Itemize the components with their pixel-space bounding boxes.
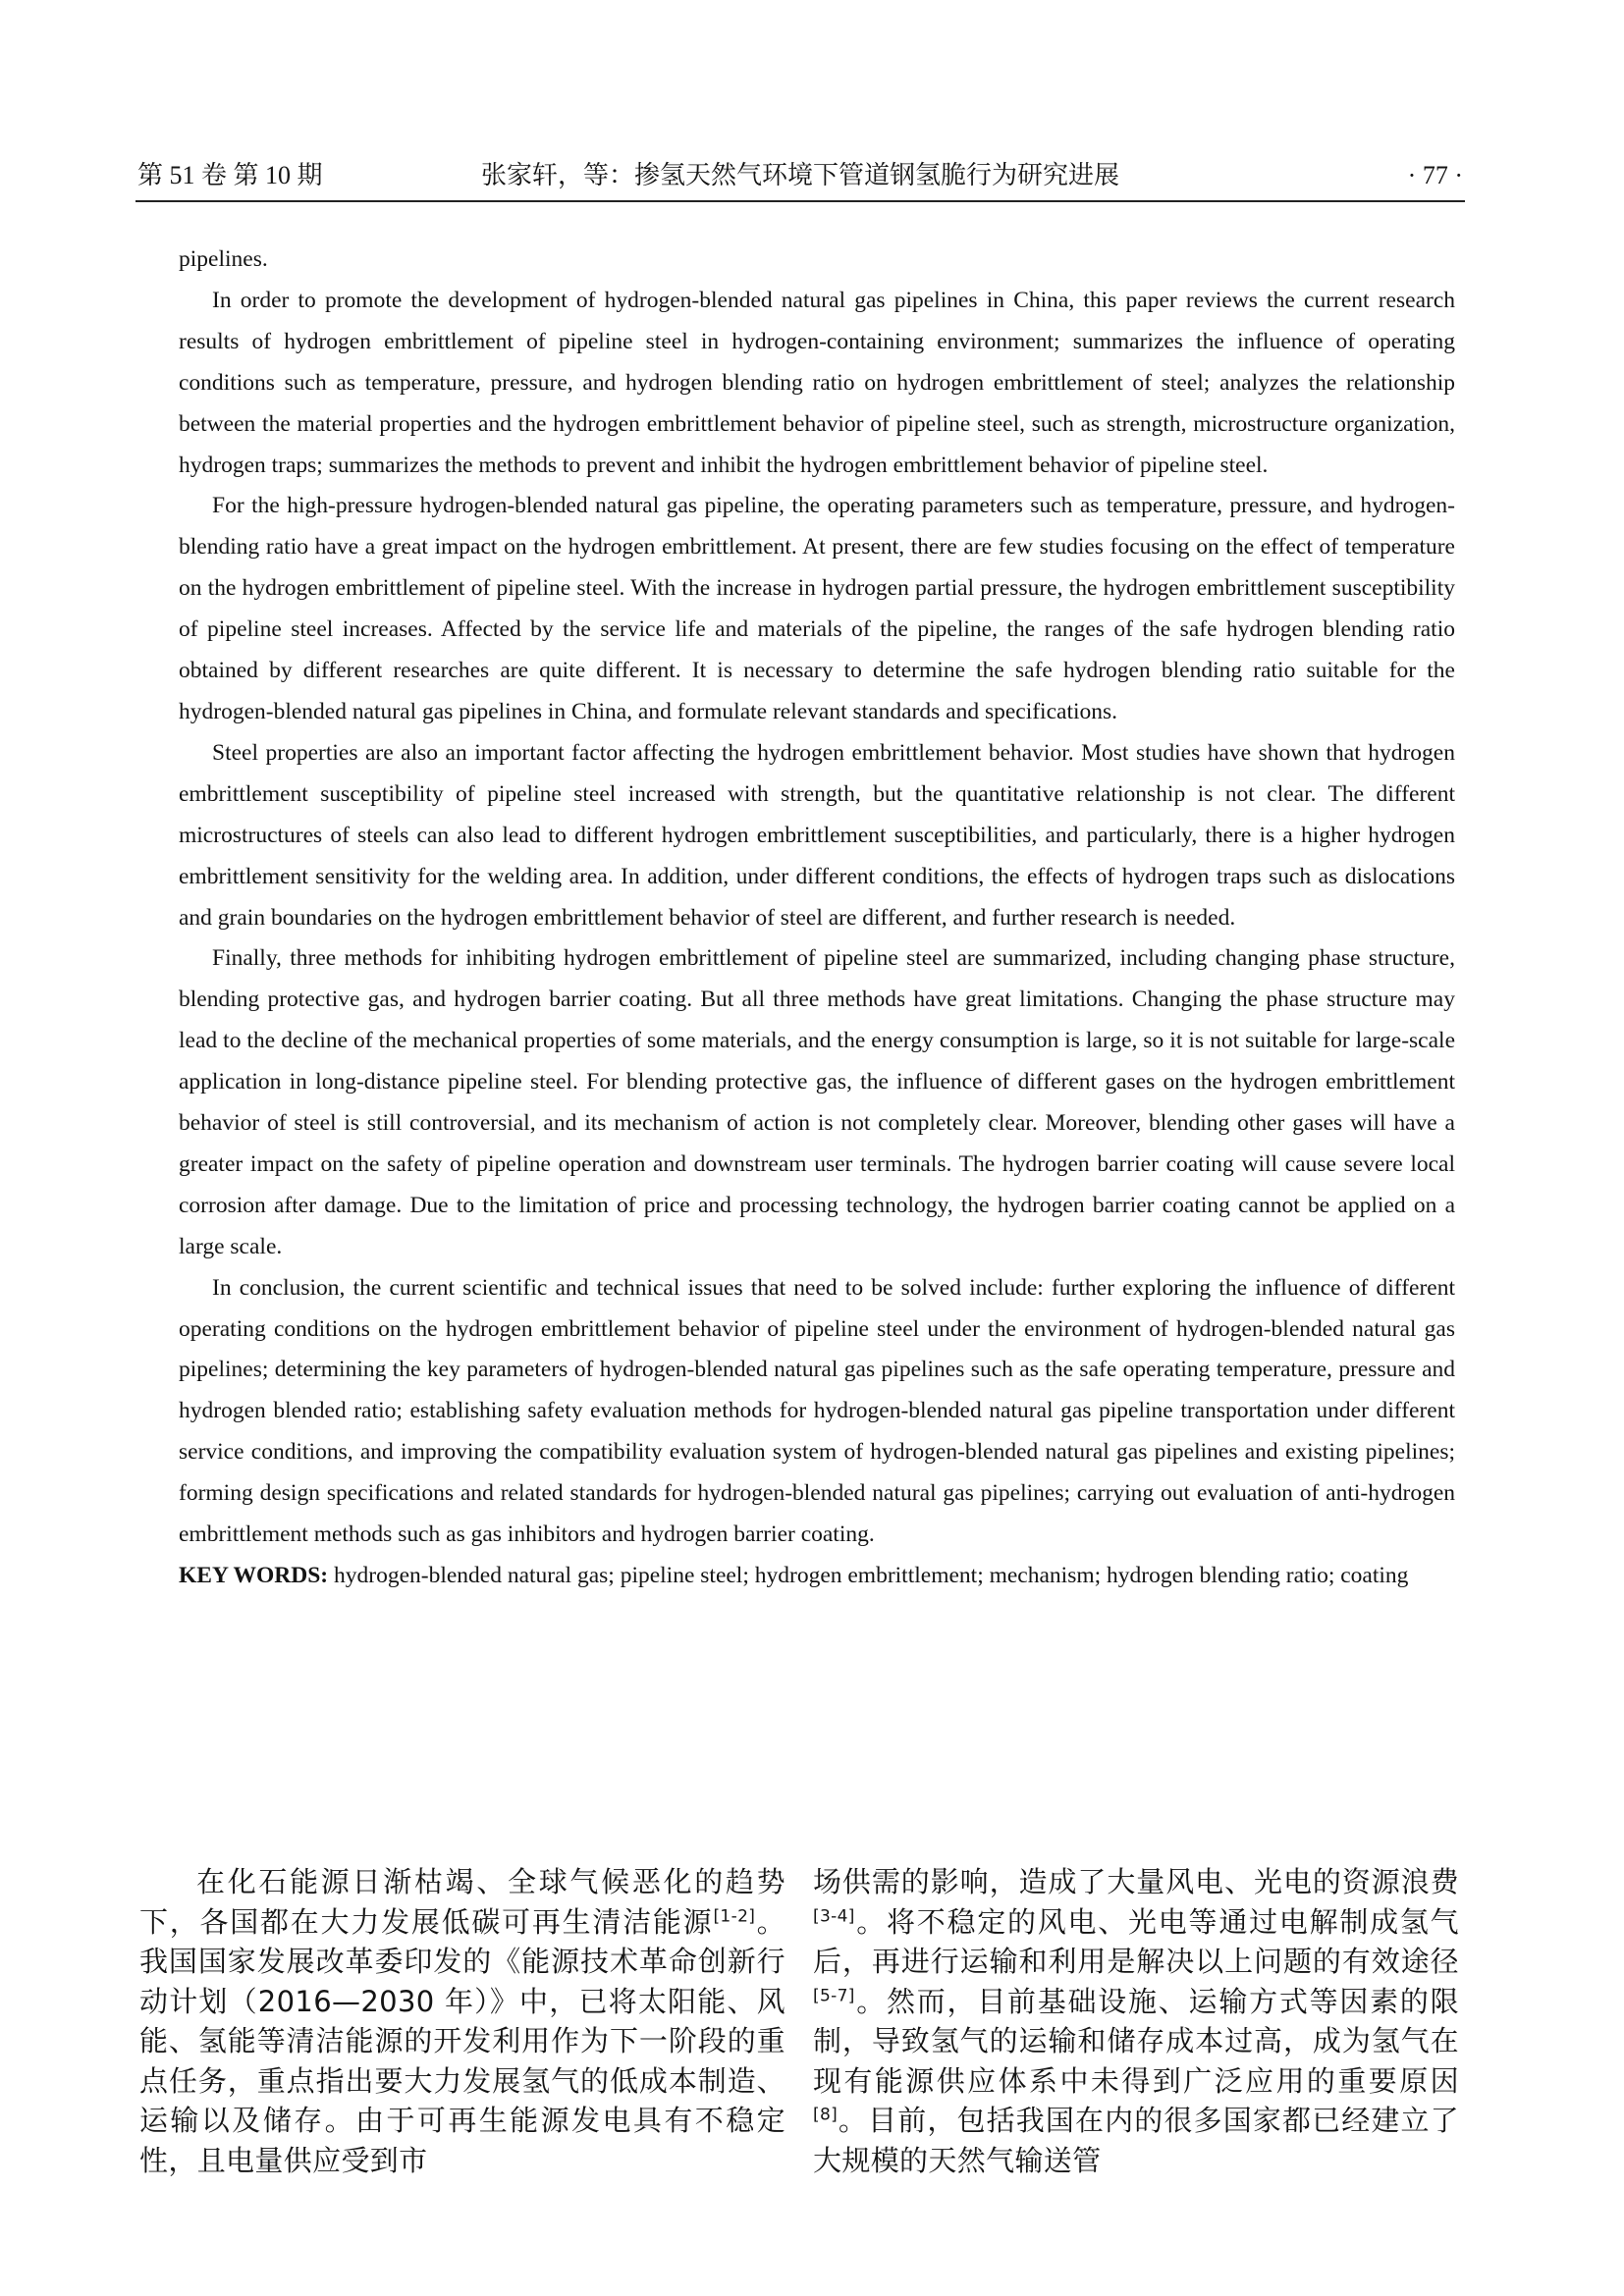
abstract-paragraph-0: pipelines. bbox=[179, 246, 268, 272]
page-number: · 77 · bbox=[1407, 161, 1463, 189]
english-abstract bbox=[179, 240, 1455, 1597]
body-text-segment: 。将不稳定的风电、光电等通过电解制成氢气后，再进行运输和利用是解决以上问题的有效途径 bbox=[813, 1904, 1459, 1978]
body-column-right bbox=[813, 1862, 1459, 2180]
body-text-segment: 。目前，包括我国在内的很多国家都已经建立了大规模的天然气输送管 bbox=[813, 2104, 1459, 2177]
body-column-left bbox=[139, 1862, 785, 2180]
running-header bbox=[135, 157, 1465, 202]
body-text-segment: 在化石能源日渐枯竭、全球气候恶化的趋势下，各国都在大力发展低碳可再生清洁能源 bbox=[139, 1865, 785, 1939]
abstract-paragraph-1: In order to promote the development of hydrogen-blended natural gas pipelines in China, this paper reviews the current research results of hydrogen embrittlement of pipeline steel in hydrogen-containing environment; summarizes the influence of operating conditions such as temperature, pressure, and hydrogen blending ratio on hydrogen embrittlement of steel; analyzes the relationship between the material properties and the hydrogen embrittlement behavior of pipeline steel, such as strength, microstructure organization, hydrogen traps; summarizes the methods to prevent and inhibit the hydrogen embrittlement behavior of pipeline steel. bbox=[179, 287, 1455, 478]
volume-issue: 第 51 卷 第 10 期 bbox=[137, 161, 323, 189]
running-title: 张家轩，等：掺氢天然气环境下管道钢氢脆行为研究进展 bbox=[480, 161, 1119, 189]
citation-ref-3-4: [3-4] bbox=[813, 1905, 855, 1926]
keywords bbox=[179, 1556, 1455, 1597]
body-paragraph-continued bbox=[813, 1862, 1459, 2180]
citation-ref-5-7: [5-7] bbox=[813, 1985, 855, 2005]
body-text-segment: 。我国国家发展改革委印发的《能源技术革命创新行动计划（2016—2030 年）》中，已将太阳能、风能、氢能等清洁能源的开发利用作为下一阶段的重点任务，重点指出要大力发展氢气的低成本制造、运输以及储存。由于可再生能源发电具有不稳定性，且电量供应受到市 bbox=[139, 1904, 785, 2177]
abstract-paragraph-4: Finally, three methods for inhibiting hydrogen embrittlement of pipeline steel are summarized, including changing phase structure, blending protective gas, and hydrogen barrier coating. But all three methods have great limitations. Changing the phase structure may lead to the decline of the mechanical properties of some materials, and the energy consumption is large, so it is not suitable for large-scale application in long-distance pipeline steel. For blending protective gas, the influence of different gases on the hydrogen embrittlement behavior of steel is still controversial, and its mechanism of action is not completely clear. Moreover, blending other gases will have a greater impact on the safety of pipeline operation and downstream user terminals. The hydrogen barrier coating will cause severe local corrosion after damage. Due to the limitation of price and processing technology, the hydrogen barrier coating cannot be applied on a large scale. bbox=[179, 945, 1455, 1259]
body-text-segment: 。然而，目前基础设施、运输方式等因素的限制，导致氢气的运输和储存成本过高，成为氢气在现有能源供应体系中未得到广泛应用的重要原因 bbox=[813, 1984, 1459, 2098]
citation-ref-1-2: [1-2] bbox=[713, 1905, 756, 1926]
body-paragraph-intro bbox=[139, 1862, 785, 2180]
keywords-text: hydrogen-blended natural gas; pipeline steel; hydrogen embrittlement; mechanism; hydrogen blending ratio; coating bbox=[328, 1563, 1409, 1588]
citation-ref-8: [8] bbox=[813, 2105, 839, 2125]
body-text-segment: 场供需的影响，造成了大量风电、光电的资源浪费 bbox=[813, 1865, 1459, 1898]
abstract-paragraph-2: For the high-pressure hydrogen-blended natural gas pipeline, the operating parameters such as temperature, pressure, and hydrogen-blending ratio have a great impact on the hydrogen embrittlement. At present, there are few studies focusing on the effect of temperature on the hydrogen embrittlement of pipeline steel. With the increase in hydrogen partial pressure, the hydrogen embrittlement susceptibility of pipeline steel increases. Affected by the service life and materials of the pipeline, the ranges of the safe hydrogen blending ratio obtained by different researches are quite different. It is necessary to determine the safe hydrogen blending ratio suitable for the hydrogen-blended natural gas pipelines in China, and formulate relevant standards and specifications. bbox=[179, 493, 1455, 724]
keywords-label: KEY WORDS: bbox=[179, 1563, 329, 1588]
abstract-paragraph-3: Steel properties are also an important factor affecting the hydrogen embrittlement behavior. Most studies have shown that hydrogen embrittlement susceptibility of pipeline steel increased with strength, but the quantitative relationship is not clear. The different microstructures of steels can also lead to different hydrogen embrittlement susceptibilities, and particularly, there is a higher hydrogen embrittlement sensitivity for the welding area. In addition, under different conditions, the effects of hydrogen traps such as dislocations and grain boundaries on the hydrogen embrittlement behavior of steel are different, and further research is needed. bbox=[179, 739, 1455, 931]
abstract-paragraph-5: In conclusion, the current scientific and technical issues that need to be solved include: further exploring the influence of different operating conditions on the hydrogen embrittlement behavior of pipeline steel under the environment of hydrogen-blended natural gas pipelines; determining the key parameters of hydrogen-blended natural gas pipelines such as the safe operating temperature, pressure and hydrogen blended ratio; establishing safety evaluation methods for hydrogen-blended natural gas pipeline transportation under different service conditions, and improving the compatibility evaluation system of hydrogen-blended natural gas pipelines and existing pipelines; forming design specifications and related standards for hydrogen-blended natural gas pipelines; carrying out evaluation of anti-hydrogen embrittlement methods such as gas inhibitors and hydrogen barrier coating. bbox=[179, 1274, 1455, 1548]
body-text bbox=[139, 1862, 1459, 2180]
